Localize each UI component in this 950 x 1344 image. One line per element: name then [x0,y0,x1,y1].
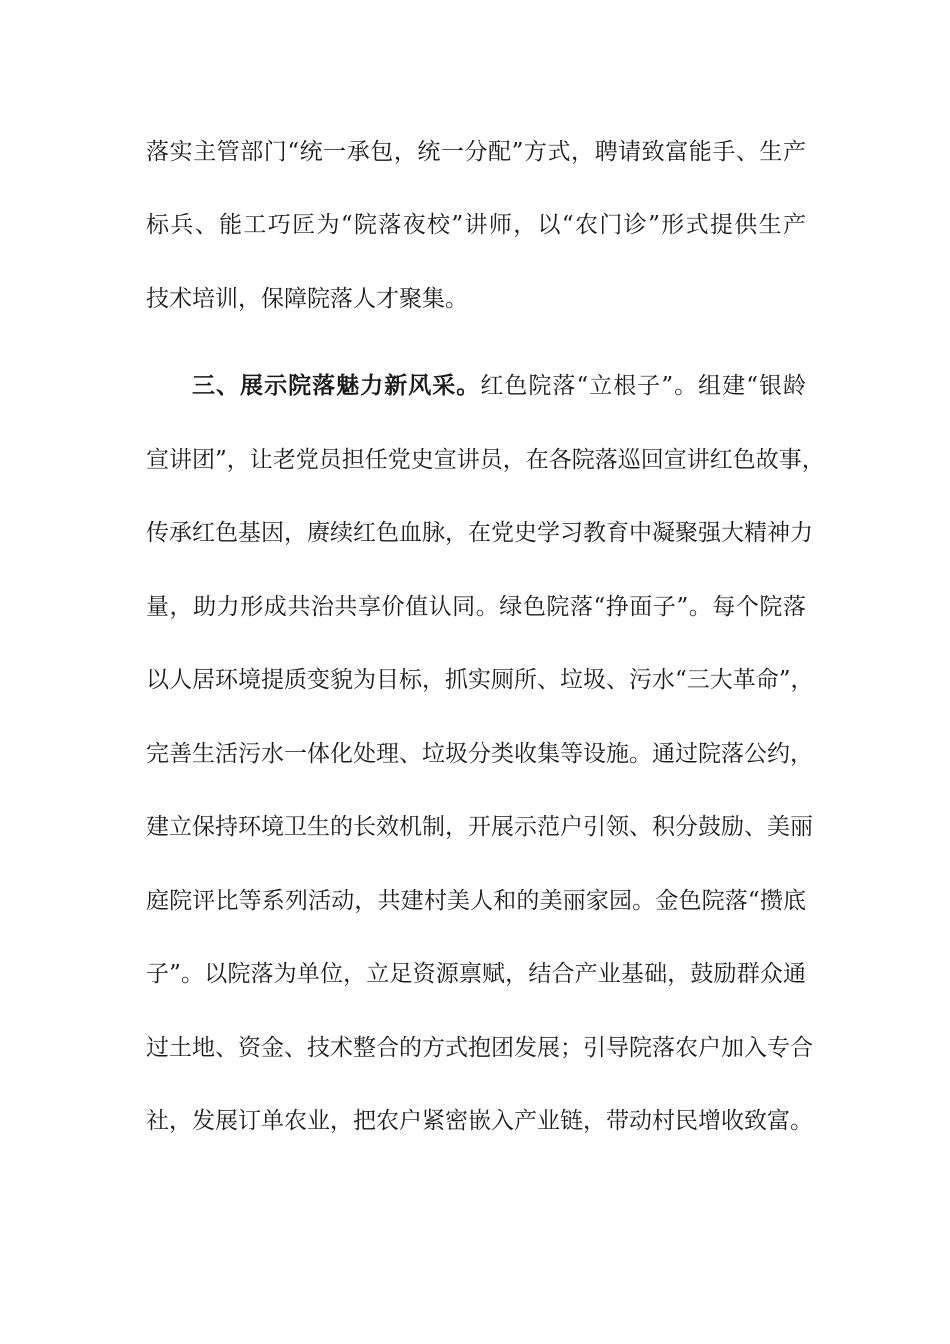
paragraph-2-line-11: 社，发展订单农业，把农户紧密嵌入产业链，带动村民增收致富。 [146,1108,813,1134]
paragraph-1-line-2: 标兵、能工巧匠为“院落夜校”讲师，以“农门诊”形式提供生产 [146,212,806,238]
paragraph-2-line-7: 建立保持环境卫生的长效机制，开展示范户引领、积分鼓励、美丽 [146,814,813,840]
paragraph-2-line-5: 以人居环境提质变貌为目标，抓实厕所、垃圾、污水“三大革命”， [146,667,814,693]
paragraph-2-first-line-text: 红色院落“立根子”。组建“银龄 [480,373,807,399]
section-heading: 三、展示院落魅力新风采。 [192,372,481,399]
paragraph-1-line-3: 技术培训，保障院落人才聚集。 [146,286,468,312]
paragraph-2-line-10: 过土地、资金、技术整合的方式抱团发展；引导院落农户加入专合 [146,1035,813,1061]
paragraph-2-line-3: 传承红色基因，赓续红色血脉，在党史学习教育中凝聚强大精神力 [146,520,813,546]
paragraph-2-first-line [192,371,806,401]
paragraph-2-line-9: 子”。以院落为单位，立足资源禀赋，结合产业基础，鼓励群众通 [146,961,806,987]
paragraph-2-line-2: 宣讲团”，让老党员担任党史宣讲员，在各院落巡回宣讲红色故事， [146,447,825,473]
paragraph-1-line-1: 落实主管部门“统一承包，统一分配”方式，聘请致富能手、生产 [146,139,806,165]
paragraph-2-line-6: 完善生活污水一体化处理、垃圾分类收集等设施。通过院落公约， [146,741,813,767]
paragraph-2-line-8: 庭院评比等系列活动，共建村美人和的美丽家园。金色院落“攒底 [146,888,806,914]
paragraph-2-line-4: 量，助力形成共治共享价值认同。绿色院落“挣面子”。每个院落 [146,594,806,620]
